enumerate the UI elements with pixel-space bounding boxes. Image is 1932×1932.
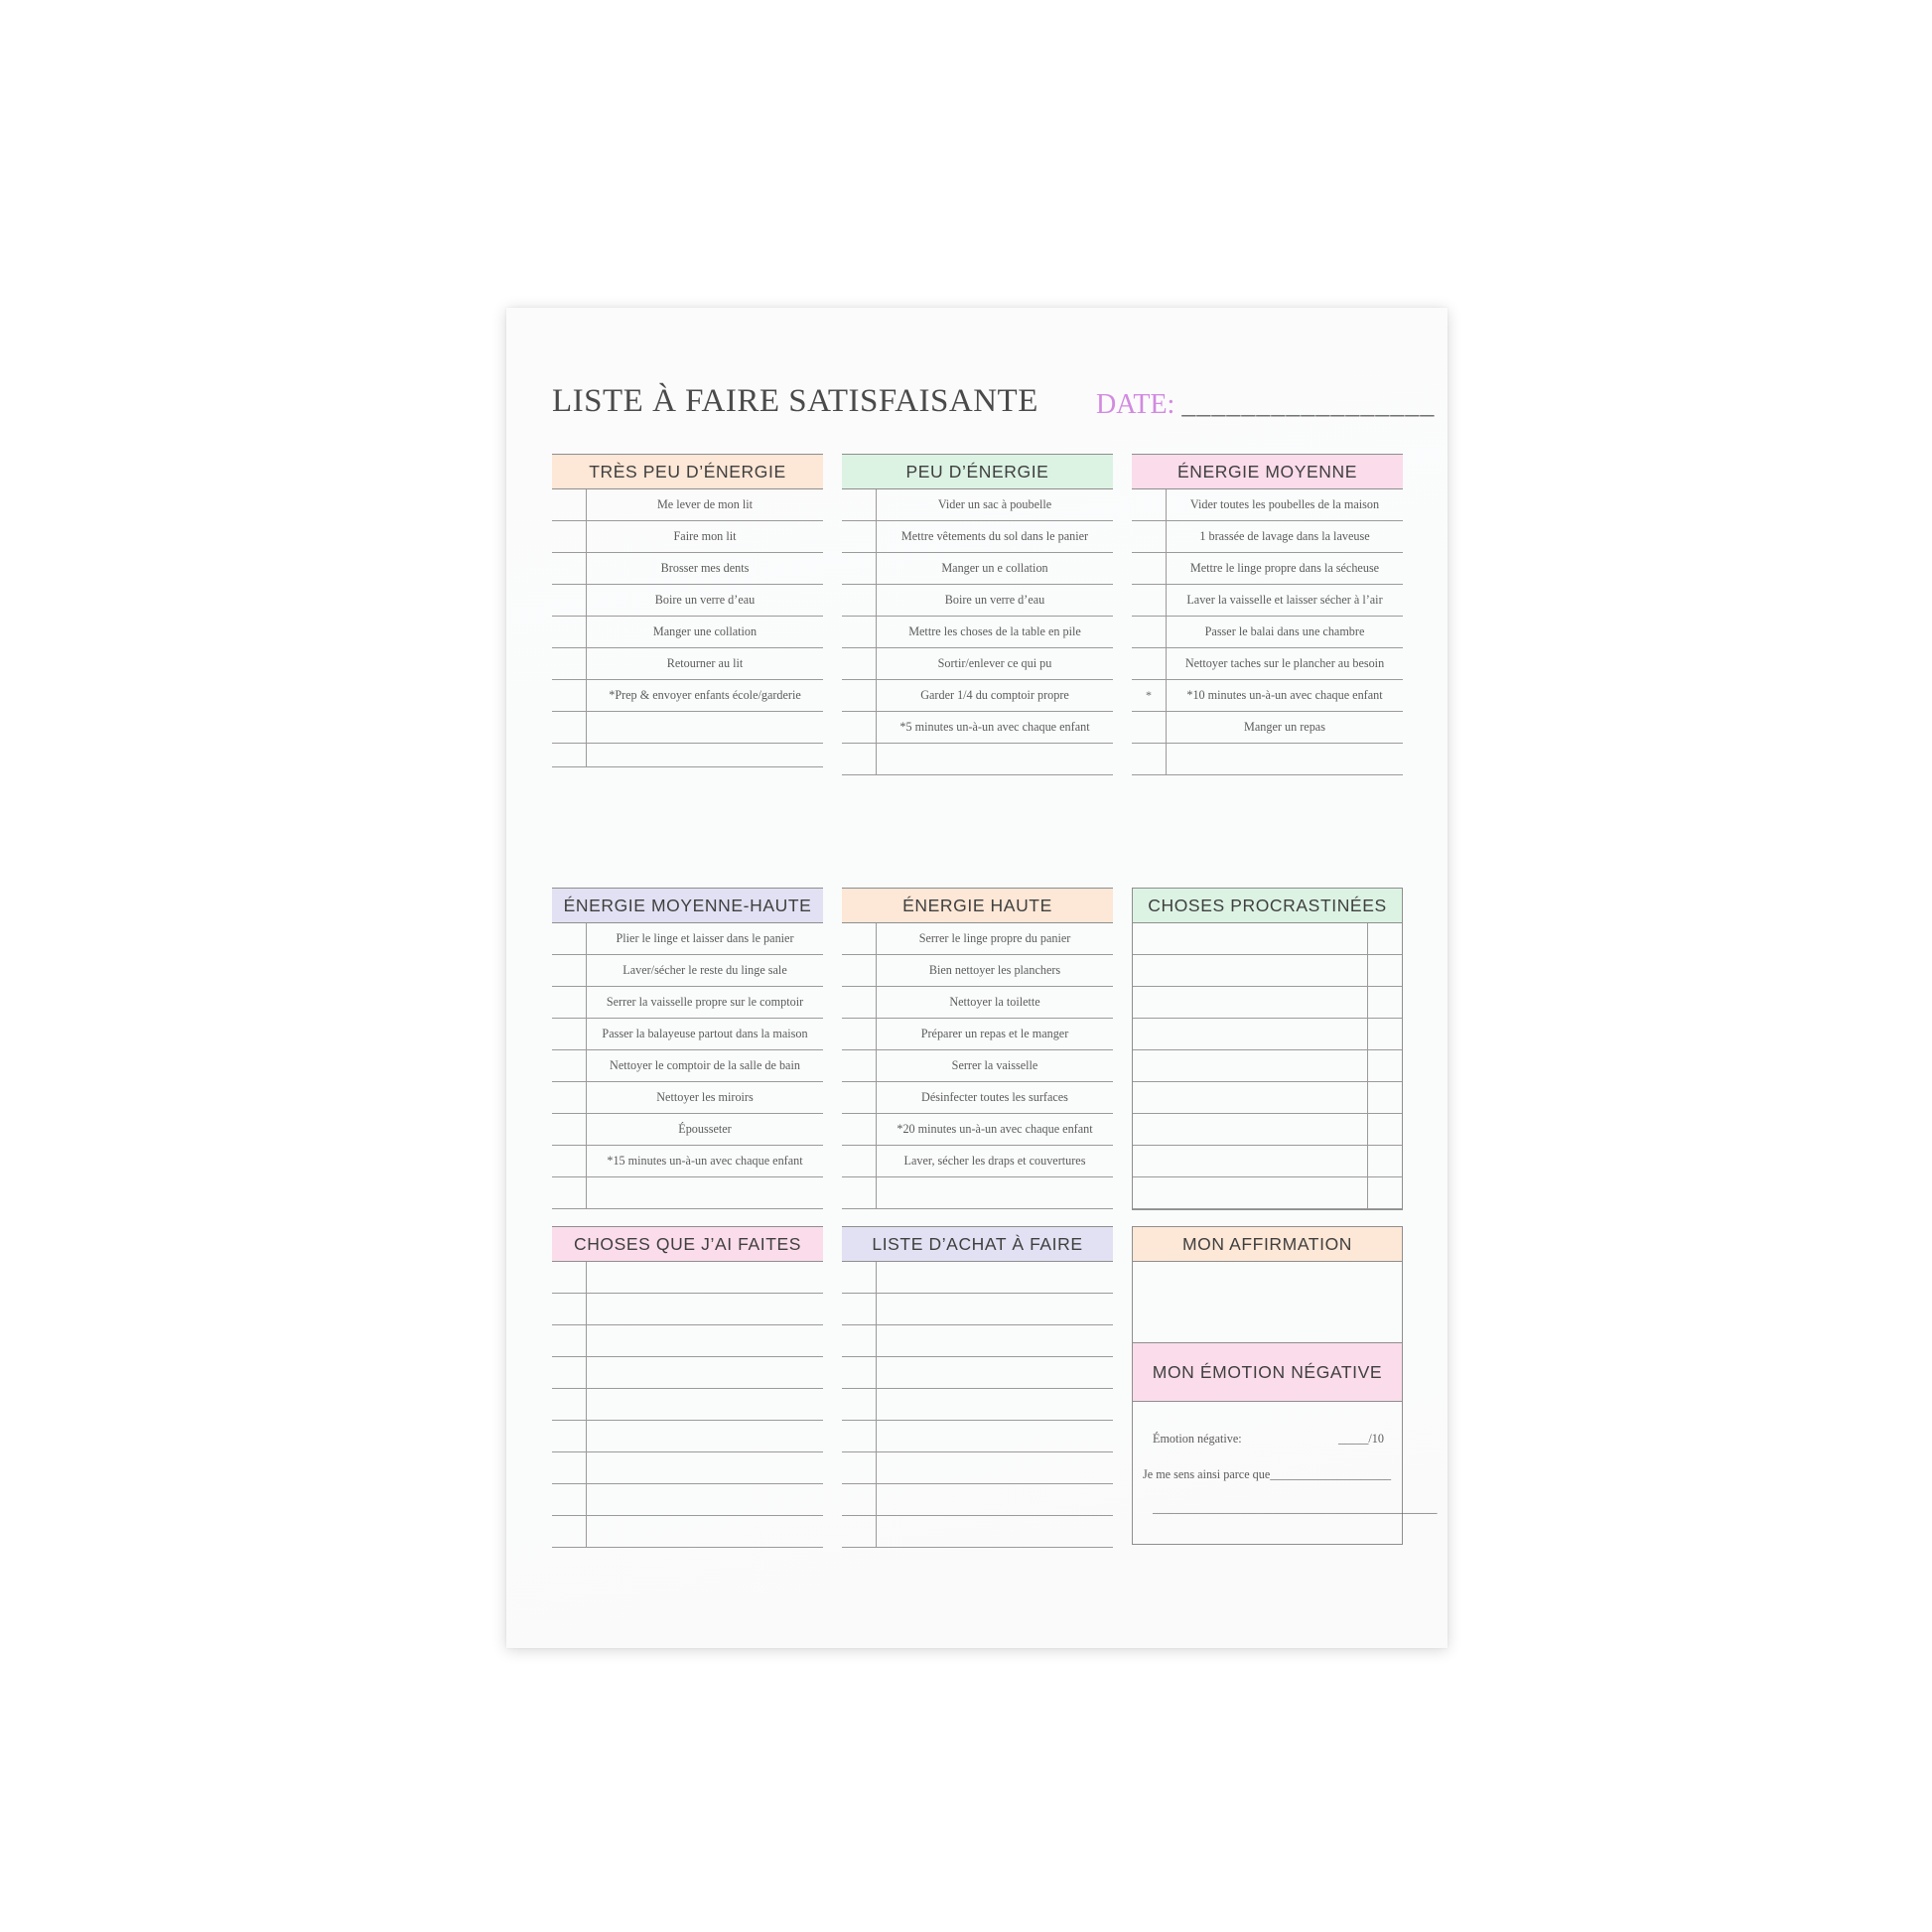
- checkbox[interactable]: [842, 987, 877, 1018]
- task-label[interactable]: [877, 1357, 1113, 1388]
- task-label[interactable]: [587, 1294, 823, 1324]
- checkbox[interactable]: [842, 680, 877, 711]
- checklist-row: [552, 1325, 823, 1357]
- checklist-row: [842, 987, 1113, 1019]
- checkbox[interactable]: [552, 955, 587, 986]
- checklist-row: [552, 680, 823, 712]
- task-label: Faire mon lit: [673, 529, 737, 543]
- checklist-row: [552, 1114, 823, 1146]
- checkbox[interactable]: [842, 1177, 877, 1208]
- checklist-row: [1133, 1082, 1402, 1114]
- checklist-row: [1132, 712, 1403, 744]
- checklist-row: [552, 553, 823, 585]
- checklist-row: [552, 1050, 823, 1082]
- checkbox[interactable]: [552, 1484, 587, 1515]
- checkbox[interactable]: [552, 1294, 587, 1324]
- checklist-row: [842, 712, 1113, 744]
- checklist-row: [842, 521, 1113, 553]
- task-label[interactable]: [1133, 1146, 1367, 1176]
- page-title: LISTE À FAIRE SATISFAISANTE: [552, 383, 1038, 419]
- checklist-row: [1133, 987, 1402, 1019]
- task-label[interactable]: [587, 1262, 823, 1293]
- checkbox[interactable]: [1132, 585, 1167, 616]
- checkbox[interactable]: [552, 648, 587, 679]
- task-label: Désinfecter toutes les surfaces: [921, 1090, 1068, 1104]
- section-liste-achat: [842, 1226, 1113, 1548]
- checkbox[interactable]: [552, 923, 587, 954]
- task-label: Boire un verre d’eau: [944, 593, 1045, 607]
- task-label[interactable]: [1133, 1114, 1367, 1145]
- task-label: Nettoyer la toilette: [949, 995, 1040, 1009]
- task-label: Passer la balayeuse partout dans la maison: [602, 1027, 808, 1040]
- task-label[interactable]: [877, 1325, 1113, 1356]
- checklist-row: [552, 1082, 823, 1114]
- checklist-row: [1132, 521, 1403, 553]
- checklist-row: [842, 1357, 1113, 1389]
- checklist-row: [1132, 648, 1403, 680]
- checklist-row: [842, 1177, 1113, 1209]
- checkbox[interactable]: [1367, 923, 1402, 954]
- checkbox[interactable]: [552, 521, 587, 552]
- task-label: Serrer le linge propre du panier: [918, 931, 1071, 945]
- checklist-row: [552, 1516, 823, 1548]
- checklist-row: [552, 521, 823, 553]
- checklist-row: [1132, 617, 1403, 648]
- checkbox[interactable]: [1367, 1114, 1402, 1145]
- task-label: Serrer la vaisselle: [951, 1058, 1038, 1072]
- checkbox[interactable]: [842, 1516, 877, 1547]
- emotion-reason-continuation[interactable]: _______________________________________________: [1153, 1501, 1438, 1515]
- task-label[interactable]: [587, 1357, 823, 1388]
- task-label: Épousseter: [678, 1122, 732, 1136]
- checkbox[interactable]: [552, 1262, 587, 1293]
- task-label[interactable]: [1133, 1050, 1367, 1081]
- date-field[interactable]: [1096, 389, 1435, 421]
- task-label: Laver, sécher les draps et couvertures: [903, 1154, 1086, 1168]
- task-label[interactable]: [1133, 987, 1367, 1018]
- checkbox[interactable]: [1367, 1019, 1402, 1049]
- section-header-mon-emotion-negative: MON ÉMOTION NÉGATIVE: [1132, 1342, 1403, 1402]
- checklist-row: [842, 585, 1113, 617]
- checkbox[interactable]: [842, 489, 877, 520]
- task-label: Laver la vaisselle et laisser sécher à l’air: [1186, 593, 1383, 607]
- task-label: *15 minutes un-à-un avec chaque enfant: [607, 1154, 803, 1168]
- checklist-row: [1132, 489, 1403, 521]
- checkbox[interactable]: [842, 1262, 877, 1293]
- checkbox[interactable]: [842, 521, 877, 552]
- task-label: Garder 1/4 du comptoir propre: [920, 688, 1069, 702]
- checklist-row: [842, 1262, 1113, 1294]
- checkbox[interactable]: [842, 1452, 877, 1483]
- checklist-row: [842, 1325, 1113, 1357]
- task-label[interactable]: [587, 1452, 823, 1483]
- checkbox[interactable]: [552, 1516, 587, 1547]
- task-label[interactable]: [877, 1516, 1113, 1547]
- task-label[interactable]: [587, 1484, 823, 1515]
- checkbox[interactable]: [842, 585, 877, 616]
- section-header-liste-achat: LISTE D’ACHAT À FAIRE: [842, 1226, 1113, 1262]
- checklist-row: [552, 987, 823, 1019]
- emotion-reason-field[interactable]: Je me sens ainsi parce que____________________: [1143, 1467, 1392, 1481]
- task-label: Brosser mes dents: [660, 561, 750, 575]
- task-label: [877, 1177, 1113, 1208]
- checklist: [552, 923, 823, 1209]
- checklist-row: [842, 1019, 1113, 1050]
- checkbox[interactable]: [1367, 955, 1402, 986]
- emotion-body: [1132, 1402, 1438, 1545]
- checkbox[interactable]: [552, 585, 587, 616]
- task-label[interactable]: [1133, 1082, 1367, 1113]
- checkbox[interactable]: [552, 1389, 587, 1420]
- task-label[interactable]: [587, 1389, 823, 1420]
- checklist-row: [552, 489, 823, 521]
- task-label: *20 minutes un-à-un avec chaque enfant: [897, 1122, 1093, 1136]
- checklist-row: [552, 1019, 823, 1050]
- checkbox[interactable]: [842, 1325, 877, 1356]
- checkbox[interactable]: [552, 1421, 587, 1451]
- checkbox[interactable]: [552, 1325, 587, 1356]
- section-header-tres-peu-energie: TRÈS PEU D’ÉNERGIE: [552, 454, 823, 489]
- checklist-row: [842, 1452, 1113, 1484]
- task-label: Manger une collation: [652, 624, 758, 638]
- emotion-score-field[interactable]: _____/10: [1337, 1432, 1384, 1446]
- task-label: Sortir/enlever ce qui pu: [937, 656, 1052, 670]
- section-header-choses-faites: CHOSES QUE J’AI FAITES: [552, 1226, 823, 1262]
- checklist-row: [842, 955, 1113, 987]
- checklist-row: [842, 680, 1113, 712]
- section-header-energie-haute: ÉNERGIE HAUTE: [842, 888, 1113, 923]
- task-label: Bien nettoyer les planchers: [928, 963, 1061, 977]
- task-label[interactable]: [1133, 1177, 1367, 1208]
- checkbox[interactable]: [1367, 1082, 1402, 1113]
- checklist-row: [1133, 955, 1402, 987]
- section-header-peu-energie: PEU D’ÉNERGIE: [842, 454, 1113, 489]
- task-label: Vider un sac à poubelle: [937, 497, 1052, 511]
- checklist-row: [1133, 1177, 1402, 1209]
- checklist-row: [842, 648, 1113, 680]
- section-header-choses-procrastinees: CHOSES PROCRASTINÉES: [1132, 888, 1403, 923]
- date-label: DATE:: [1096, 389, 1175, 420]
- checklist-row: [1132, 553, 1403, 585]
- task-label[interactable]: [877, 1262, 1113, 1293]
- checklist-row: [842, 1146, 1113, 1177]
- checklist-row: [842, 1082, 1113, 1114]
- checkbox[interactable]: [1132, 521, 1167, 552]
- task-label: Nettoyer taches sur le plancher au besoin: [1184, 656, 1385, 670]
- section-tres-peu-energie: [552, 454, 823, 767]
- checkbox[interactable]: [1132, 648, 1167, 679]
- checkbox[interactable]: [842, 1019, 877, 1049]
- checklist-row: [552, 955, 823, 987]
- task-label: [587, 712, 823, 743]
- checkbox[interactable]: [842, 553, 877, 584]
- checkbox[interactable]: [552, 712, 587, 743]
- task-label: *10 minutes un-à-un avec chaque enfant: [1186, 688, 1383, 702]
- checkbox[interactable]: [842, 1294, 877, 1324]
- task-label[interactable]: [1133, 923, 1367, 954]
- checklist-row: [552, 1262, 823, 1294]
- checklist-row: [552, 617, 823, 648]
- checklist-row: [842, 744, 1113, 775]
- checkbox[interactable]: [552, 987, 587, 1018]
- checkbox[interactable]: *: [1132, 680, 1167, 711]
- checkbox[interactable]: [842, 955, 877, 986]
- task-label: Préparer un repas et le manger: [920, 1027, 1069, 1040]
- checklist-row: [1133, 1050, 1402, 1082]
- checklist-row: [552, 1146, 823, 1177]
- checkbox[interactable]: [1367, 1146, 1402, 1176]
- checklist-row: [1133, 1146, 1402, 1177]
- checklist-row: [552, 1452, 823, 1484]
- task-label: Serrer la vaisselle propre sur le comptoir: [606, 995, 804, 1009]
- checklist-row: [842, 1114, 1113, 1146]
- task-label[interactable]: [877, 1389, 1113, 1420]
- task-label: Mettre les choses de la table en pile: [908, 624, 1081, 638]
- task-label: Plier le linge et laisser dans le panier: [616, 931, 794, 945]
- checkbox[interactable]: [552, 553, 587, 584]
- task-label: Mettre vêtements du sol dans le panier: [900, 529, 1089, 543]
- checkbox[interactable]: [552, 1146, 587, 1176]
- checkbox[interactable]: [842, 712, 877, 743]
- task-label: 1 brassée de lavage dans la laveuse: [1199, 529, 1370, 543]
- checklist-row: [552, 712, 823, 744]
- checkbox[interactable]: [552, 1019, 587, 1049]
- checkbox[interactable]: [842, 1484, 877, 1515]
- checkbox[interactable]: [552, 1357, 587, 1388]
- checklist-row: [552, 1177, 823, 1209]
- task-label[interactable]: [1133, 955, 1367, 986]
- checklist-row: [1132, 744, 1403, 775]
- section-header-energie-moyenne: ÉNERGIE MOYENNE: [1132, 454, 1403, 489]
- task-label: [1167, 744, 1403, 774]
- checklist: [1132, 489, 1403, 775]
- section-choses-procrastinees: [1132, 888, 1403, 1210]
- section-header-mon-affirmation: MON AFFIRMATION: [1132, 1226, 1403, 1262]
- task-label: *5 minutes un-à-un avec chaque enfant: [899, 720, 1090, 734]
- section-energie-haute: [842, 888, 1113, 1209]
- checklist: [842, 1262, 1113, 1548]
- task-label: [877, 744, 1113, 774]
- task-label: [587, 1177, 823, 1208]
- checkbox[interactable]: [552, 617, 587, 647]
- checklist-row: [1133, 1019, 1402, 1050]
- checklist-row: [552, 744, 823, 767]
- checklist-row: [842, 1294, 1113, 1325]
- checkbox[interactable]: [842, 1050, 877, 1081]
- checklist-row: [552, 1294, 823, 1325]
- checklist-row: [842, 923, 1113, 955]
- task-label[interactable]: [587, 1421, 823, 1451]
- checkbox[interactable]: [842, 648, 877, 679]
- checkbox[interactable]: [552, 1082, 587, 1113]
- checklist-row: [842, 617, 1113, 648]
- task-label: Manger un e collation: [941, 561, 1048, 575]
- checklist-row: [842, 1050, 1113, 1082]
- task-label[interactable]: [1133, 1019, 1367, 1049]
- section-energie-moyenne-haute: [552, 888, 823, 1209]
- checklist-row: [1132, 680, 1403, 712]
- checkbox[interactable]: [552, 1452, 587, 1483]
- checkbox[interactable]: [552, 680, 587, 711]
- checkbox[interactable]: [842, 744, 877, 774]
- section-header-energie-moyenne-haute: ÉNERGIE MOYENNE-HAUTE: [552, 888, 823, 923]
- checklist-row: [842, 1484, 1113, 1516]
- checkbox[interactable]: [842, 1082, 877, 1113]
- checkbox[interactable]: [1132, 617, 1167, 647]
- checkbox[interactable]: [1132, 712, 1167, 743]
- checkbox[interactable]: [842, 1146, 877, 1176]
- checklist-row: [842, 1389, 1113, 1421]
- task-label: Laver/sécher le reste du linge sale: [622, 963, 787, 977]
- checklist: [842, 489, 1113, 775]
- checkbox[interactable]: [842, 923, 877, 954]
- task-label: *Prep & envoyer enfants école/garderie: [609, 688, 801, 702]
- checklist: [842, 923, 1113, 1209]
- checkbox[interactable]: [842, 1389, 877, 1420]
- checklist-row: [1132, 585, 1403, 617]
- emotion-label: Émotion négative:: [1153, 1432, 1242, 1446]
- checkbox[interactable]: [842, 1114, 877, 1145]
- checklist: [1132, 923, 1403, 1210]
- task-label: Retourner au lit: [666, 656, 744, 670]
- checklist-row: [842, 1516, 1113, 1548]
- task-label: Boire un verre d’eau: [654, 593, 756, 607]
- checklist: [552, 489, 823, 767]
- section-affirmation-emotion: [1132, 1226, 1438, 1545]
- checklist-row: [842, 489, 1113, 521]
- task-label: Manger un repas: [1244, 720, 1325, 734]
- checklist-row: [842, 553, 1113, 585]
- checkbox[interactable]: [552, 744, 587, 766]
- planner-sheet: [506, 308, 1448, 1648]
- checklist-row: [552, 1357, 823, 1389]
- checklist-row: [552, 585, 823, 617]
- checkbox[interactable]: [552, 1114, 587, 1145]
- task-label: Mettre le linge propre dans la sécheuse: [1189, 561, 1380, 575]
- checkbox[interactable]: [1367, 987, 1402, 1018]
- task-label[interactable]: [877, 1484, 1113, 1515]
- section-peu-energie: [842, 454, 1113, 775]
- checklist-row: [552, 648, 823, 680]
- checkbox[interactable]: [1367, 1050, 1402, 1081]
- checklist-row: [552, 923, 823, 955]
- checklist-row: [1133, 923, 1402, 955]
- date-blank[interactable]: _________________: [1181, 389, 1436, 420]
- checkbox[interactable]: [842, 1421, 877, 1451]
- checkbox[interactable]: [1367, 1177, 1402, 1208]
- task-label: Passer le balai dans une chambre: [1204, 624, 1365, 638]
- checkbox[interactable]: [552, 489, 587, 520]
- task-label[interactable]: [587, 1325, 823, 1356]
- section-choses-faites: [552, 1226, 823, 1548]
- task-label[interactable]: [587, 1516, 823, 1547]
- task-label: Me lever de mon lit: [656, 497, 754, 511]
- checkbox[interactable]: [842, 1357, 877, 1388]
- checklist: [552, 1262, 823, 1548]
- task-label: Nettoyer les miroirs: [656, 1090, 754, 1104]
- checklist-row: [1133, 1114, 1402, 1146]
- task-label: Vider toutes les poubelles de la maison: [1189, 497, 1380, 511]
- checkbox[interactable]: [552, 1177, 587, 1208]
- task-label[interactable]: [877, 1294, 1113, 1324]
- checklist-row: [552, 1389, 823, 1421]
- task-label: [587, 744, 823, 766]
- checklist-row: [552, 1421, 823, 1452]
- checkbox[interactable]: [842, 617, 877, 647]
- checklist-row: [552, 1484, 823, 1516]
- section-energie-moyenne: [1132, 454, 1403, 775]
- task-label: Nettoyer le comptoir de la salle de bain: [610, 1058, 800, 1072]
- checklist-row: [842, 1421, 1113, 1452]
- checkbox[interactable]: [1132, 744, 1167, 774]
- affirmation-input-area[interactable]: [1132, 1262, 1403, 1342]
- checkbox[interactable]: [1132, 489, 1167, 520]
- checkbox[interactable]: [552, 1050, 587, 1081]
- checkbox[interactable]: [1132, 553, 1167, 584]
- task-label[interactable]: [877, 1452, 1113, 1483]
- task-label[interactable]: [877, 1421, 1113, 1451]
